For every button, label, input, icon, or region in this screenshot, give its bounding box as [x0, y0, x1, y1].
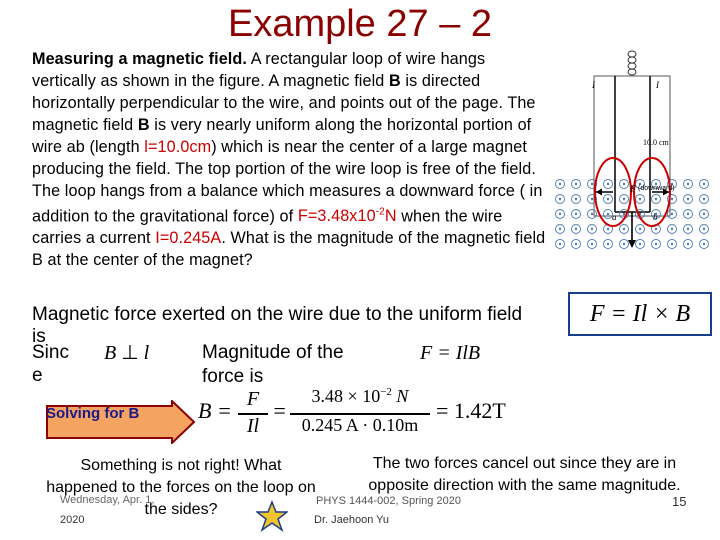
field-dot	[623, 243, 625, 245]
overlay-force-line: Magnetic force exerted on the wire due to the uniform field is	[32, 304, 523, 347]
figure-label-b: b	[653, 212, 658, 222]
force-vector-equation: F = Il × B	[568, 292, 712, 336]
field-dot	[671, 213, 673, 215]
footer-course: PHYS 1444-002, Spring 2020	[316, 495, 461, 507]
field-dot	[575, 183, 577, 185]
figure-label-a: a	[612, 212, 617, 222]
frac1-num: F	[246, 388, 260, 410]
field-dot	[703, 198, 705, 200]
field-dot	[687, 213, 689, 215]
figure-length-label: 10.0 cm	[643, 138, 669, 147]
overlay-magnitude-2: force is	[202, 366, 264, 387]
field-dot	[687, 228, 689, 230]
field-dot	[655, 243, 657, 245]
frac2-num: $3.48 \times 10^{-2}$ N	[311, 386, 409, 406]
field-dot	[639, 243, 641, 245]
problem-text	[32, 48, 552, 271]
balance-chain-icon	[628, 51, 636, 75]
perp-equation: B ⊥ l	[104, 342, 150, 364]
footer-date-2: 2020	[60, 514, 85, 526]
downward-force-arrow-head	[628, 240, 636, 248]
note-answer: The two forces cancel out since they are in opposite direction with the same magnitude.	[368, 455, 681, 494]
problem-b1: B	[389, 72, 401, 90]
field-dot	[623, 228, 625, 230]
problem-text-1: A rectangular loop of wire hangs vertically as shown in the figure. A magnetic field	[32, 50, 486, 90]
field-dot	[591, 183, 593, 185]
field-dot	[591, 198, 593, 200]
field-dot	[607, 228, 609, 230]
problem-b2: B	[137, 116, 150, 134]
overlay-since-1: Sinc	[32, 342, 69, 363]
field-dot	[623, 213, 625, 215]
field-dot	[591, 228, 593, 230]
field-dot	[671, 198, 673, 200]
problem-text-5: when the wire carries a current	[32, 207, 503, 248]
field-dot	[703, 183, 705, 185]
field-dot	[703, 213, 705, 215]
slide-title: Example 27 – 2	[227, 3, 493, 45]
eq-sign: =	[272, 398, 287, 423]
field-dot	[591, 213, 593, 215]
field-dot	[687, 198, 689, 200]
problem-text-3: is very nearly uniform along the horizontal portion of wire ab (length	[32, 116, 532, 156]
problem-length: l=10.0cm	[144, 138, 212, 156]
figure-label-I-right: I	[656, 80, 659, 90]
field-dot	[559, 243, 561, 245]
field-dot	[559, 183, 561, 185]
field-dot	[575, 213, 577, 215]
overlay-since-2: e	[32, 365, 43, 386]
field-dot	[655, 228, 657, 230]
field-dot	[703, 243, 705, 245]
problem-text-4: ) which is near the center of a large magnet producing the field. The top portion of the wire loop is free of the field. The loop hangs from a balance which measures a downward force ( in addition to the gravitational force) of	[32, 138, 543, 226]
solving-label: Solving for B	[46, 405, 140, 422]
field-dot	[575, 243, 577, 245]
frac2-den: 0.245 A · 0.10m	[301, 415, 419, 435]
problem-text-6: . What is the magnitude of the magnetic field B at the center of the magnet?	[32, 229, 546, 270]
problem-heading: Measuring a magnetic field.	[32, 50, 247, 68]
field-dot	[639, 198, 641, 200]
frac1-den: Il	[246, 415, 260, 437]
field-dot	[591, 243, 593, 245]
field-dot	[623, 183, 625, 185]
field-dot	[559, 228, 561, 230]
field-dot	[559, 213, 561, 215]
field-dot	[703, 228, 705, 230]
uta-star-logo	[256, 500, 288, 532]
field-dot	[607, 183, 609, 185]
field-dot	[639, 228, 641, 230]
footer-date-1: Wednesday, Apr. 1,	[60, 494, 155, 506]
field-dot	[655, 198, 657, 200]
problem-force: $F=3.48x10^{-2}N$	[297, 207, 397, 226]
field-dot	[623, 198, 625, 200]
footer-page: 15	[672, 494, 687, 509]
field-dot	[671, 243, 673, 245]
field-dot	[687, 183, 689, 185]
problem-current: I=0.245A	[155, 229, 222, 248]
left-force-arrow-head	[596, 189, 602, 196]
figure-force-label: F	[630, 184, 637, 194]
field-dot	[559, 198, 561, 200]
figure-label-I-left: I	[592, 80, 595, 90]
field-dot	[607, 243, 609, 245]
note-question: Something is not right! What happened to the forces on the loop on the sides?	[46, 457, 316, 518]
problem-text-2: is directed horizontally perpendicular to the wire, and points out of the page. The magnetic field	[32, 72, 536, 134]
force-magnitude-equation: F = IlB	[420, 342, 481, 364]
b-equation-lhs: B =	[198, 398, 232, 423]
field-dot	[575, 198, 577, 200]
b-result: = 1.42T	[436, 398, 506, 423]
field-dot	[607, 198, 609, 200]
loop-figure	[550, 46, 718, 256]
figure-force-sub: (downward)	[638, 185, 675, 192]
field-dot	[575, 228, 577, 230]
field-dot	[607, 213, 609, 215]
overlay-magnitude-1: Magnitude of the	[202, 342, 344, 363]
footer-instructor: Dr. Jaehoon Yu	[314, 514, 390, 526]
field-dot	[687, 243, 689, 245]
field-dot	[671, 228, 673, 230]
